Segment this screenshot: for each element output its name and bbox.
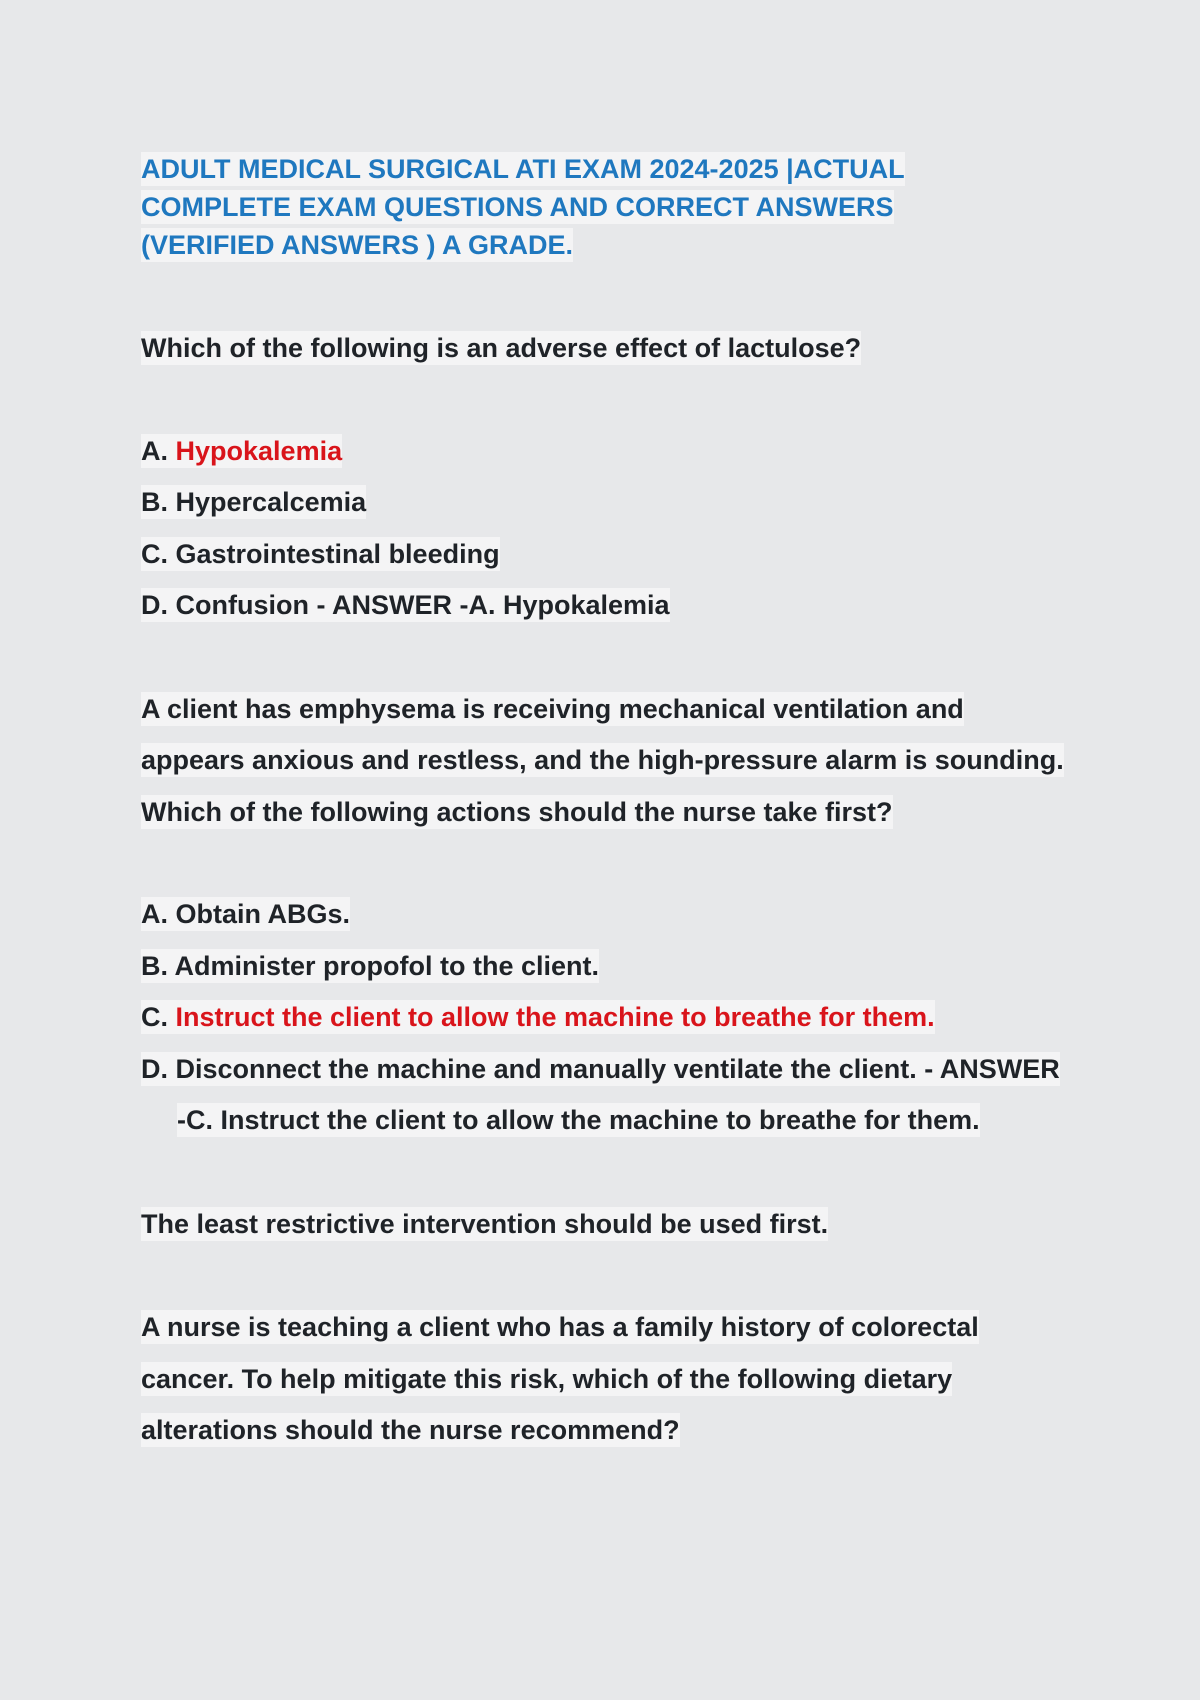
document-title-text: ADULT MEDICAL SURGICAL ATI EXAM 2024-2025 |ACTUAL COMPLETE EXAM QUESTIONS AND CORRECT ANSWERS (VERIFIED ANSWERS ) A GRADE. xyxy=(141,154,905,260)
option-text: Obtain ABGs. xyxy=(175,899,351,929)
option-text: Hypercalcemia xyxy=(175,487,367,517)
option-letter: B. xyxy=(141,950,168,981)
option-item xyxy=(141,426,1071,478)
question-2-text: A client has emphysema is receiving mechanical ventilation and appears anxious and restless, and the high-pressure alarm is sounding. Which of the following actions should the nurse take first? xyxy=(141,693,1064,827)
question-1-text: Which of the following is an adverse effect of lactulose? xyxy=(141,333,862,363)
option-letter: A. xyxy=(141,435,168,466)
rationale-text: The least restrictive intervention should be used first. xyxy=(141,1208,829,1239)
rationale-note xyxy=(141,1199,1071,1251)
question-1-stem xyxy=(141,323,1071,375)
option-text: Confusion xyxy=(175,590,309,620)
option-item xyxy=(141,1044,1071,1147)
option-text: Gastrointestinal bleeding xyxy=(175,538,500,569)
question-2-stem xyxy=(141,684,1071,839)
answer-key: - ANSWER -A. Hypokalemia xyxy=(309,590,670,620)
option-item xyxy=(141,889,1071,941)
option-letter: A. xyxy=(141,899,168,929)
option-text: Disconnect the machine and manually ventilate the client. xyxy=(175,1053,917,1084)
option-letter: C. xyxy=(141,538,168,569)
question-2-options xyxy=(141,889,1071,1147)
document-page xyxy=(141,150,1071,1457)
correct-option-text: Instruct the client to allow the machine to breathe for them. xyxy=(175,1002,935,1032)
option-text: Administer propofol to the client. xyxy=(174,950,599,981)
option-item xyxy=(141,529,1071,581)
question-3-stem xyxy=(141,1302,1071,1457)
question-3-text: A nurse is teaching a client who has a family history of colorectal cancer. To help mitigate this risk, which of the following dietary alterations should the nurse recommend? xyxy=(141,1312,979,1445)
option-letter: C. xyxy=(141,1002,168,1032)
correct-option-text: Hypokalemia xyxy=(175,435,343,466)
option-item xyxy=(141,941,1071,993)
document-title xyxy=(141,150,961,264)
option-item xyxy=(141,992,1071,1044)
option-letter: D. xyxy=(141,590,168,620)
option-item xyxy=(141,580,1071,632)
question-1-options xyxy=(141,426,1071,632)
option-letter: B. xyxy=(141,487,168,517)
option-item xyxy=(141,477,1071,529)
option-letter: D. xyxy=(141,1053,168,1084)
answer-key: - ANSWER -C. Instruct the client to allow the machine to breathe for them. xyxy=(177,1053,1060,1135)
